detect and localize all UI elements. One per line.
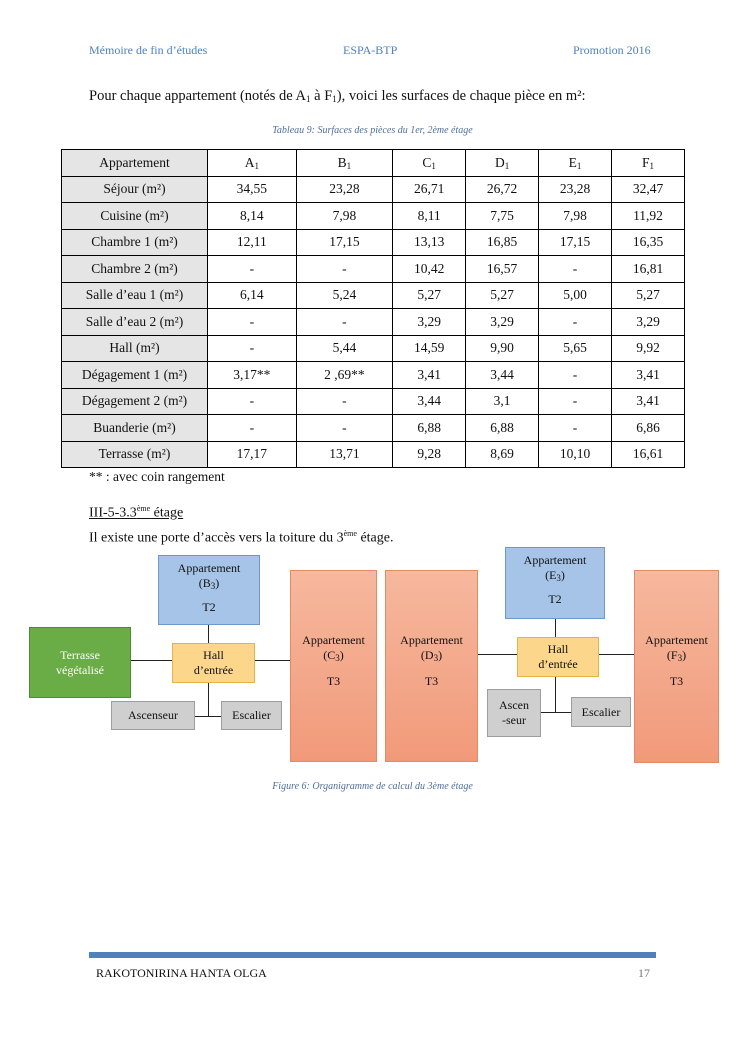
connector-e-hall: [555, 619, 556, 637]
table-cell: -: [208, 256, 297, 283]
entrance-hall-left-line2: d’entrée: [193, 663, 234, 677]
stairs-left-label: Escalier: [232, 708, 271, 722]
apartment-d3-type: T3: [424, 674, 439, 688]
table-cell: 5,27: [612, 282, 685, 309]
table-cell: 6,14: [208, 282, 297, 309]
apartment-b3-box: [158, 555, 260, 625]
elevator-left-label: Ascenseur: [128, 708, 178, 722]
connector-terrace-hall: [131, 660, 172, 661]
column-header-a: $A_1$: [208, 150, 297, 177]
table-cell: -: [208, 309, 297, 336]
column-header-c: $C_1$: [393, 150, 466, 177]
table-cell: 10,42: [393, 256, 466, 283]
header-left: Mémoire de fin d’études: [89, 43, 208, 57]
table-cell: -: [208, 415, 297, 442]
elevator-right-line1: Ascen: [499, 698, 529, 712]
table-cell: 26,71: [393, 176, 466, 203]
connector-lift-stair-right: [541, 712, 571, 713]
table-cell: 16,57: [466, 256, 539, 283]
apartment-d3-box: [385, 570, 478, 762]
table-cell: 6,86: [612, 415, 685, 442]
column-header-e: $E_1$: [539, 150, 612, 177]
apartment-d3-code: $(D_3)$: [420, 648, 443, 663]
elevator-left-box: [111, 701, 195, 730]
row-label: Salle d’eau 1 (m²): [62, 282, 208, 309]
table-cell: -: [296, 309, 393, 336]
table-cell: -: [208, 388, 297, 415]
connector-hall-down-right: [555, 677, 556, 712]
row-label: Hall (m²): [62, 335, 208, 362]
table-cell: 3,29: [466, 309, 539, 336]
table-cell: -: [539, 362, 612, 389]
apartment-f3-type: T3: [669, 674, 684, 688]
table-cell: 3,1: [466, 388, 539, 415]
page-number: 17: [638, 966, 650, 980]
table-cell: -: [296, 415, 393, 442]
row-label: Dégagement 1 (m²): [62, 362, 208, 389]
table-cell: 5,24: [296, 282, 393, 309]
apartment-b3-type: T2: [202, 600, 216, 614]
table-cell: 17,17: [208, 441, 297, 468]
table-cell: 3,29: [612, 309, 685, 336]
stairs-left-box: [221, 701, 282, 730]
table-cell: 7,98: [539, 203, 612, 230]
entrance-hall-right-line1: Hall: [547, 642, 569, 656]
table-cell: 26,72: [466, 176, 539, 203]
connector-d-hall: [477, 654, 517, 655]
table-cell: -: [539, 388, 612, 415]
table-cell: 3,44: [393, 388, 466, 415]
table-row: [62, 256, 685, 283]
table-cell: 2 ,69**: [296, 362, 393, 389]
surfaces-table: [61, 149, 685, 468]
table-cell: 32,47: [612, 176, 685, 203]
apartment-d3-label: Appartement: [400, 633, 463, 647]
table-cell: 17,15: [539, 229, 612, 256]
footer-rule: [89, 952, 656, 958]
table-row: [62, 415, 685, 442]
table-cell: 16,35: [612, 229, 685, 256]
table-cell: 8,14: [208, 203, 297, 230]
table-cell: 12,11: [208, 229, 297, 256]
connector-hall-down-left: [208, 683, 209, 716]
table-header-row: [62, 150, 685, 177]
table-cell: 5,65: [539, 335, 612, 362]
table-cell: 7,75: [466, 203, 539, 230]
table-corner-cell: Appartement: [62, 150, 208, 177]
table-cell: 3,44: [466, 362, 539, 389]
apartment-b3-label: Appartement: [177, 561, 241, 575]
table-cell: 13,71: [296, 441, 393, 468]
row-label: Séjour (m²): [62, 176, 208, 203]
table-row: [62, 309, 685, 336]
table-row: [62, 441, 685, 468]
table-cell: -: [539, 256, 612, 283]
apartment-f3-code: $(F_3)$: [666, 648, 687, 663]
apartment-f3-box: [634, 570, 719, 763]
table-cell: 3,29: [393, 309, 466, 336]
apartment-c3-type: T3: [326, 674, 341, 688]
table-cell: 3,17**: [208, 362, 297, 389]
entrance-hall-left-box: [172, 643, 255, 683]
table-cell: 23,28: [539, 176, 612, 203]
table-row: [62, 176, 685, 203]
table-cell: 8,69: [466, 441, 539, 468]
table-cell: 8,11: [393, 203, 466, 230]
table-cell: 3,41: [612, 388, 685, 415]
connector-hall-c: [254, 660, 291, 661]
table-cell: 9,92: [612, 335, 685, 362]
connector-hall-f: [599, 654, 635, 655]
table-row: [62, 282, 685, 309]
table-cell: 16,85: [466, 229, 539, 256]
table-cell: 5,27: [393, 282, 466, 309]
apartment-c3-code: $(C_3)$: [323, 648, 344, 663]
apartment-e3-code: $(E_3)$: [545, 568, 565, 583]
elevator-right-box: [487, 689, 541, 737]
stairs-right-box: [571, 697, 631, 727]
table-cell: 9,90: [466, 335, 539, 362]
column-header-d: $D_1$: [466, 150, 539, 177]
apartment-e3-type: T2: [548, 592, 562, 606]
table-cell: 3,41: [393, 362, 466, 389]
green-terrace-line2: végétalisé: [56, 662, 104, 677]
table-cell: 17,15: [296, 229, 393, 256]
table-cell: -: [296, 256, 393, 283]
row-label: Buanderie (m²): [62, 415, 208, 442]
table-cell: 16,81: [612, 256, 685, 283]
table-cell: 16,61: [612, 441, 685, 468]
table-cell: -: [539, 309, 612, 336]
table-cell: 6,88: [466, 415, 539, 442]
intro-paragraph: Pour chaque appartement (notés de $A_1$ à $F_1$), voici les surfaces de chaque pièce en m²:: [89, 88, 586, 104]
table-cell: 11,92: [612, 203, 685, 230]
connector-b-hall: [208, 625, 209, 643]
table-cell: 34,55: [208, 176, 297, 203]
table-cell: 23,28: [296, 176, 393, 203]
footer-author: RAKOTONIRINA HANTA OLGA: [96, 966, 267, 980]
entrance-hall-left-line1: Hall: [203, 648, 224, 662]
elevator-right-line2: -seur: [502, 713, 526, 727]
table-cell: 6,88: [393, 415, 466, 442]
table-note: ** : avec coin rangement: [89, 469, 225, 484]
table-cell: 10,10: [539, 441, 612, 468]
table-row: [62, 229, 685, 256]
header-right: Promotion 2016: [573, 43, 651, 57]
table-row: [62, 362, 685, 389]
table-cell: -: [296, 388, 393, 415]
row-label: Cuisine (m²): [62, 203, 208, 230]
apartment-b3-code: $(B_3)$: [198, 576, 220, 591]
entrance-hall-right-box: [517, 637, 599, 677]
green-terrace-box: [29, 627, 131, 698]
apartment-c3-box: [290, 570, 377, 762]
apartment-f3-label: Appartement: [645, 633, 708, 647]
table-cell: -: [539, 415, 612, 442]
table-cell: -: [208, 335, 297, 362]
apartment-e3-label: Appartement: [523, 553, 587, 567]
table-cell: 5,44: [296, 335, 393, 362]
header-center: ESPA-BTP: [343, 43, 398, 57]
column-header-b: $B_1$: [296, 150, 393, 177]
entrance-hall-right-line2: d’entrée: [538, 657, 578, 671]
row-label: Chambre 1 (m²): [62, 229, 208, 256]
table-row: [62, 335, 685, 362]
table-row: [62, 203, 685, 230]
column-header-f: $F_1$: [612, 150, 685, 177]
table-cell: 5,00: [539, 282, 612, 309]
access-paragraph: Il existe une porte d’accès vers la toiture du 3ème étage.: [89, 529, 394, 546]
table-cell: 14,59: [393, 335, 466, 362]
table-cell: 3,41: [612, 362, 685, 389]
table-cell: 9,28: [393, 441, 466, 468]
row-label: Dégagement 2 (m²): [62, 388, 208, 415]
table-cell: 5,27: [466, 282, 539, 309]
connector-lift-stair-left: [195, 716, 222, 717]
row-label: Salle d’eau 2 (m²): [62, 309, 208, 336]
stairs-right-label: Escalier: [581, 704, 621, 719]
table-caption: Tableau 9: Surfaces des pièces du 1er, 2ème étage: [272, 125, 473, 136]
section-heading: III-5-3.3ème étage: [89, 504, 184, 521]
green-terrace-line1: Terrasse: [60, 647, 100, 662]
figure-caption: Figure 6: Organigramme de calcul du 3ème étage: [272, 781, 473, 792]
row-label: Terrasse (m²): [62, 441, 208, 468]
table-row: [62, 388, 685, 415]
apartment-c3-label: Appartement: [302, 633, 365, 647]
apartment-e3-box: [505, 547, 605, 619]
row-label: Chambre 2 (m²): [62, 256, 208, 283]
table-cell: 13,13: [393, 229, 466, 256]
table-cell: 7,98: [296, 203, 393, 230]
